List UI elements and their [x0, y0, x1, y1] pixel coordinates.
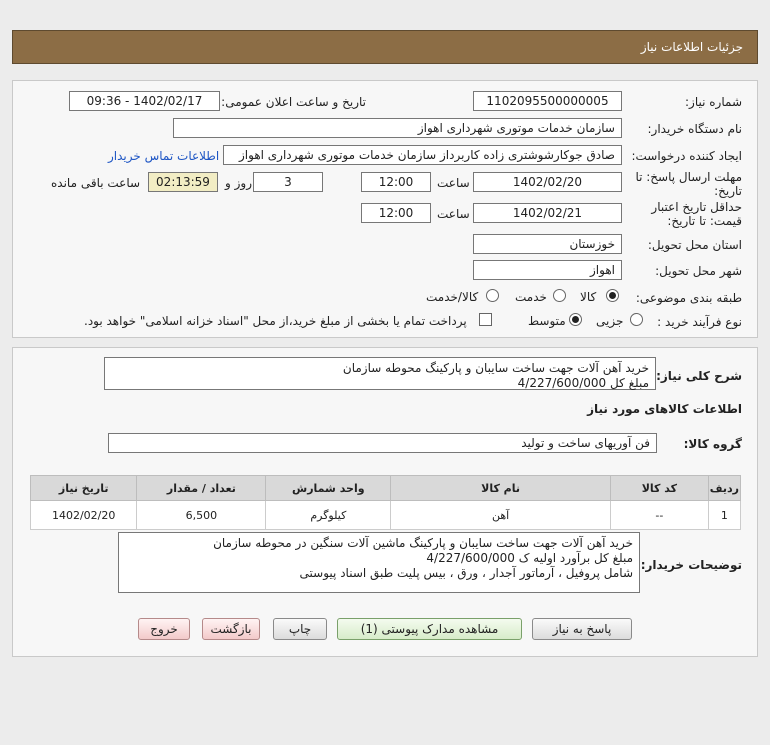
- summary-label: شرح کلی نیاز:: [656, 369, 742, 383]
- city-label: شهر محل تحویل:: [655, 264, 742, 278]
- table-row: [31, 501, 741, 530]
- process-partial-radio[interactable]: [630, 313, 643, 326]
- cell-date: 1402/02/20: [31, 501, 137, 530]
- announce-label: تاریخ و ساعت اعلان عمومی:: [221, 95, 366, 109]
- province-field: خوزستان: [473, 234, 622, 254]
- cell-name: آهن: [391, 501, 611, 530]
- validity-date-field: 1402/02/21: [473, 203, 622, 223]
- province-label: استان محل تحویل:: [647, 238, 742, 252]
- category-label: طبقه بندی موضوعی:: [635, 291, 742, 305]
- deadline-time-label: ساعت: [437, 176, 470, 190]
- category-service-radio[interactable]: [553, 289, 566, 302]
- creator-field: صادق جوکارشوشتری زاده کاربرداز سازمان خدمات موتوری شهرداری اهواز: [223, 145, 622, 165]
- treasury-payment-checkbox[interactable]: [479, 313, 492, 326]
- col-code: کد کالا: [610, 476, 708, 501]
- page-header: [12, 30, 758, 64]
- category-goods-radio[interactable]: [606, 289, 619, 302]
- process-medium-label: متوسط: [528, 314, 566, 328]
- summary-line-2: مبلغ کل 4/227/600/000: [517, 376, 649, 390]
- buyer-notes-line-2: مبلغ کل برآورد اولیه ک 4/227/600/000: [426, 551, 633, 565]
- remaining-label: ساعت باقی مانده: [51, 176, 141, 190]
- deadline-label-date: تاریخ:: [714, 184, 742, 198]
- summary-textarea: [104, 357, 656, 390]
- validity-label: حداقل تاریخ اعتبار: [651, 200, 742, 214]
- col-row: ردیف: [708, 476, 740, 501]
- back-button[interactable]: بازگشت: [202, 618, 260, 640]
- cell-qty: 6,500: [137, 501, 266, 530]
- need-number-field: 1102095500000005: [473, 91, 622, 111]
- goods-section-title: اطلاعات کالاهای مورد نیاز: [587, 402, 742, 416]
- category-goods-label: کالا: [580, 290, 597, 304]
- days-field: 3: [253, 172, 323, 192]
- process-partial-label: جزیی: [596, 314, 624, 328]
- days-label: روز و: [225, 176, 252, 190]
- validity-time-field: 12:00: [361, 203, 431, 223]
- treasury-payment-note: پرداخت تمام یا بخشی از مبلغ خرید،از محل "اسناد خزانه اسلامی" خواهد بود.: [84, 314, 467, 328]
- remaining-time-field: 02:13:59: [148, 172, 218, 192]
- goods-table: [30, 475, 741, 530]
- process-medium-radio[interactable]: [569, 313, 582, 326]
- buyer-notes-line-3: شامل پروفیل ، آرماتور آجدار ، ورق ، بیس پلیت طبق اسناد پیوستی: [299, 566, 633, 580]
- view-attachments-button[interactable]: مشاهده مدارک پیوستی (1): [337, 618, 522, 640]
- summary-line-1: خرید آهن آلات جهت ساخت سایبان و پارکینگ محوطه سازمان: [342, 361, 649, 375]
- buyer-contact-link[interactable]: اطلاعات تماس خریدار: [108, 149, 220, 163]
- cell-code: --: [610, 501, 708, 530]
- category-goods-service-radio[interactable]: [486, 289, 499, 302]
- creator-label: ایجاد کننده درخواست:: [631, 149, 742, 163]
- reply-button[interactable]: پاسخ به نیاز: [532, 618, 632, 640]
- buyer-notes-line-1: خرید آهن آلات جهت ساخت سایبان و پارکینگ ماشین آلات سنگین در محوطه سازمان: [213, 536, 633, 550]
- col-unit: واحد شمارش: [266, 476, 391, 501]
- goods-table-header: [31, 476, 741, 501]
- goods-group-label: گروه کالا:: [683, 437, 742, 451]
- buyer-org-label: نام دستگاه خریدار:: [647, 122, 742, 136]
- buyer-org-field: سازمان خدمات موتوری شهرداری اهواز: [173, 118, 622, 138]
- category-goods-service-label: کالا/خدمت: [426, 290, 479, 304]
- col-date: تاریخ نیاز: [31, 476, 137, 501]
- city-field: اهواز: [473, 260, 622, 280]
- col-name: نام کالا: [391, 476, 611, 501]
- validity-time-label: ساعت: [437, 207, 470, 221]
- buyer-notes-label: توضیحات خریدار:: [640, 558, 742, 572]
- process-label: نوع فرآیند خرید :: [657, 315, 742, 329]
- col-qty: تعداد / مقدار: [137, 476, 266, 501]
- print-button[interactable]: چاپ: [273, 618, 327, 640]
- deadline-label: مهلت ارسال پاسخ: تا: [635, 170, 742, 184]
- announce-field: 1402/02/17 - 09:36: [69, 91, 220, 111]
- exit-button[interactable]: خروج: [138, 618, 190, 640]
- validity-label-date: قیمت: تا تاریخ:: [667, 214, 742, 228]
- cell-unit: کیلوگرم: [266, 501, 391, 530]
- cell-row: 1: [708, 501, 740, 530]
- deadline-time-field: 12:00: [361, 172, 431, 192]
- deadline-date-field: 1402/02/20: [473, 172, 622, 192]
- buyer-notes-textarea: [118, 532, 640, 593]
- need-number-label: شماره نیاز:: [685, 95, 742, 109]
- goods-group-field: فن آوریهای ساخت و تولید: [108, 433, 657, 453]
- category-service-label: خدمت: [515, 290, 547, 304]
- page-title: جزئیات اطلاعات نیاز: [640, 40, 743, 54]
